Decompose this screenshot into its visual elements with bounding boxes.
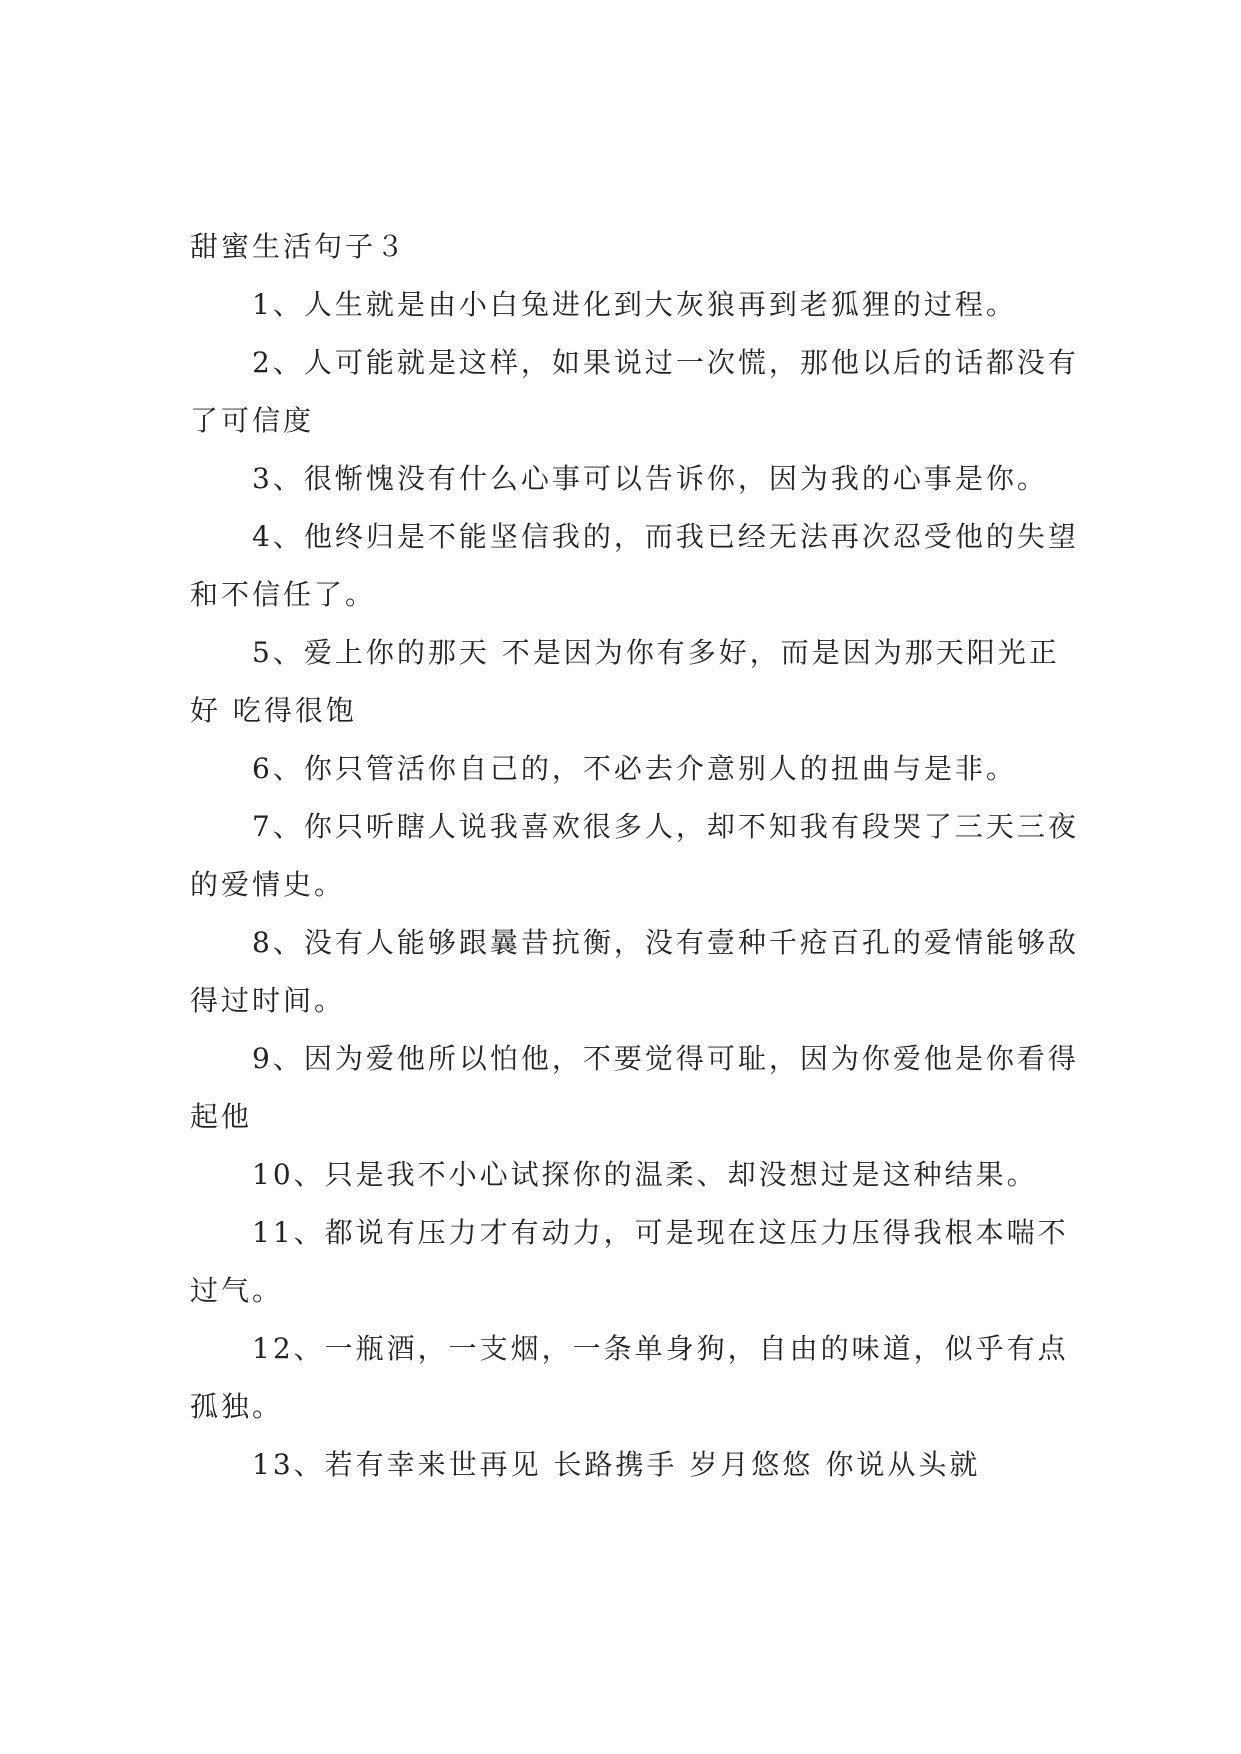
paragraph-10: 10、只是我不小心试探你的温柔、却没想过是这种结果。 [252, 1158, 1038, 1191]
paragraph-7: 7、你只听瞎人说我喜欢很多人，却不知我有段哭了三天三夜的爱情史。 [190, 810, 1079, 901]
paragraph-3: 3、很惭愧没有什么心事可以告诉你，因为我的心事是你。 [252, 462, 1048, 495]
paragraph-12: 12、一瓶酒，一支烟，一条单身狗，自由的味道，似乎有点孤独。 [190, 1332, 1069, 1423]
section-heading: 甜蜜生活句子３ [190, 230, 408, 263]
paragraph-13: 13、若有幸来世再见 长路携手 岁月悠悠 你说从头就 [252, 1448, 981, 1481]
paragraph-5: 5、爱上你的那天 不是因为你有多好，而是因为那天阳光正好 吃得很饱 [190, 636, 1060, 727]
paragraph-1: 1、人生就是由小白兔进化到大灰狼再到老狐狸的过程。 [252, 288, 1017, 321]
paragraph-11: 11、都说有压力才有动力，可是现在这压力压得我根本喘不过气。 [190, 1216, 1069, 1307]
paragraph-4: 4、他终归是不能坚信我的，而我已经无法再次忍受他的失望和不信任了。 [190, 520, 1079, 611]
paragraph-9: 9、因为爱他所以怕他，不要觉得可耻，因为你爱他是你看得起他 [190, 1042, 1079, 1133]
paragraph-6: 6、你只管活你自己的，不必去介意别人的扭曲与是非。 [252, 752, 1017, 785]
document-body [190, 218, 1080, 1494]
paragraph-2: 2、人可能就是这样，如果说过一次慌，那他以后的话都没有了可信度 [190, 346, 1079, 437]
paragraph-8: 8、没有人能够跟曩昔抗衡，没有壹种千疮百孔的爱情能够敌得过时间。 [190, 926, 1079, 1017]
